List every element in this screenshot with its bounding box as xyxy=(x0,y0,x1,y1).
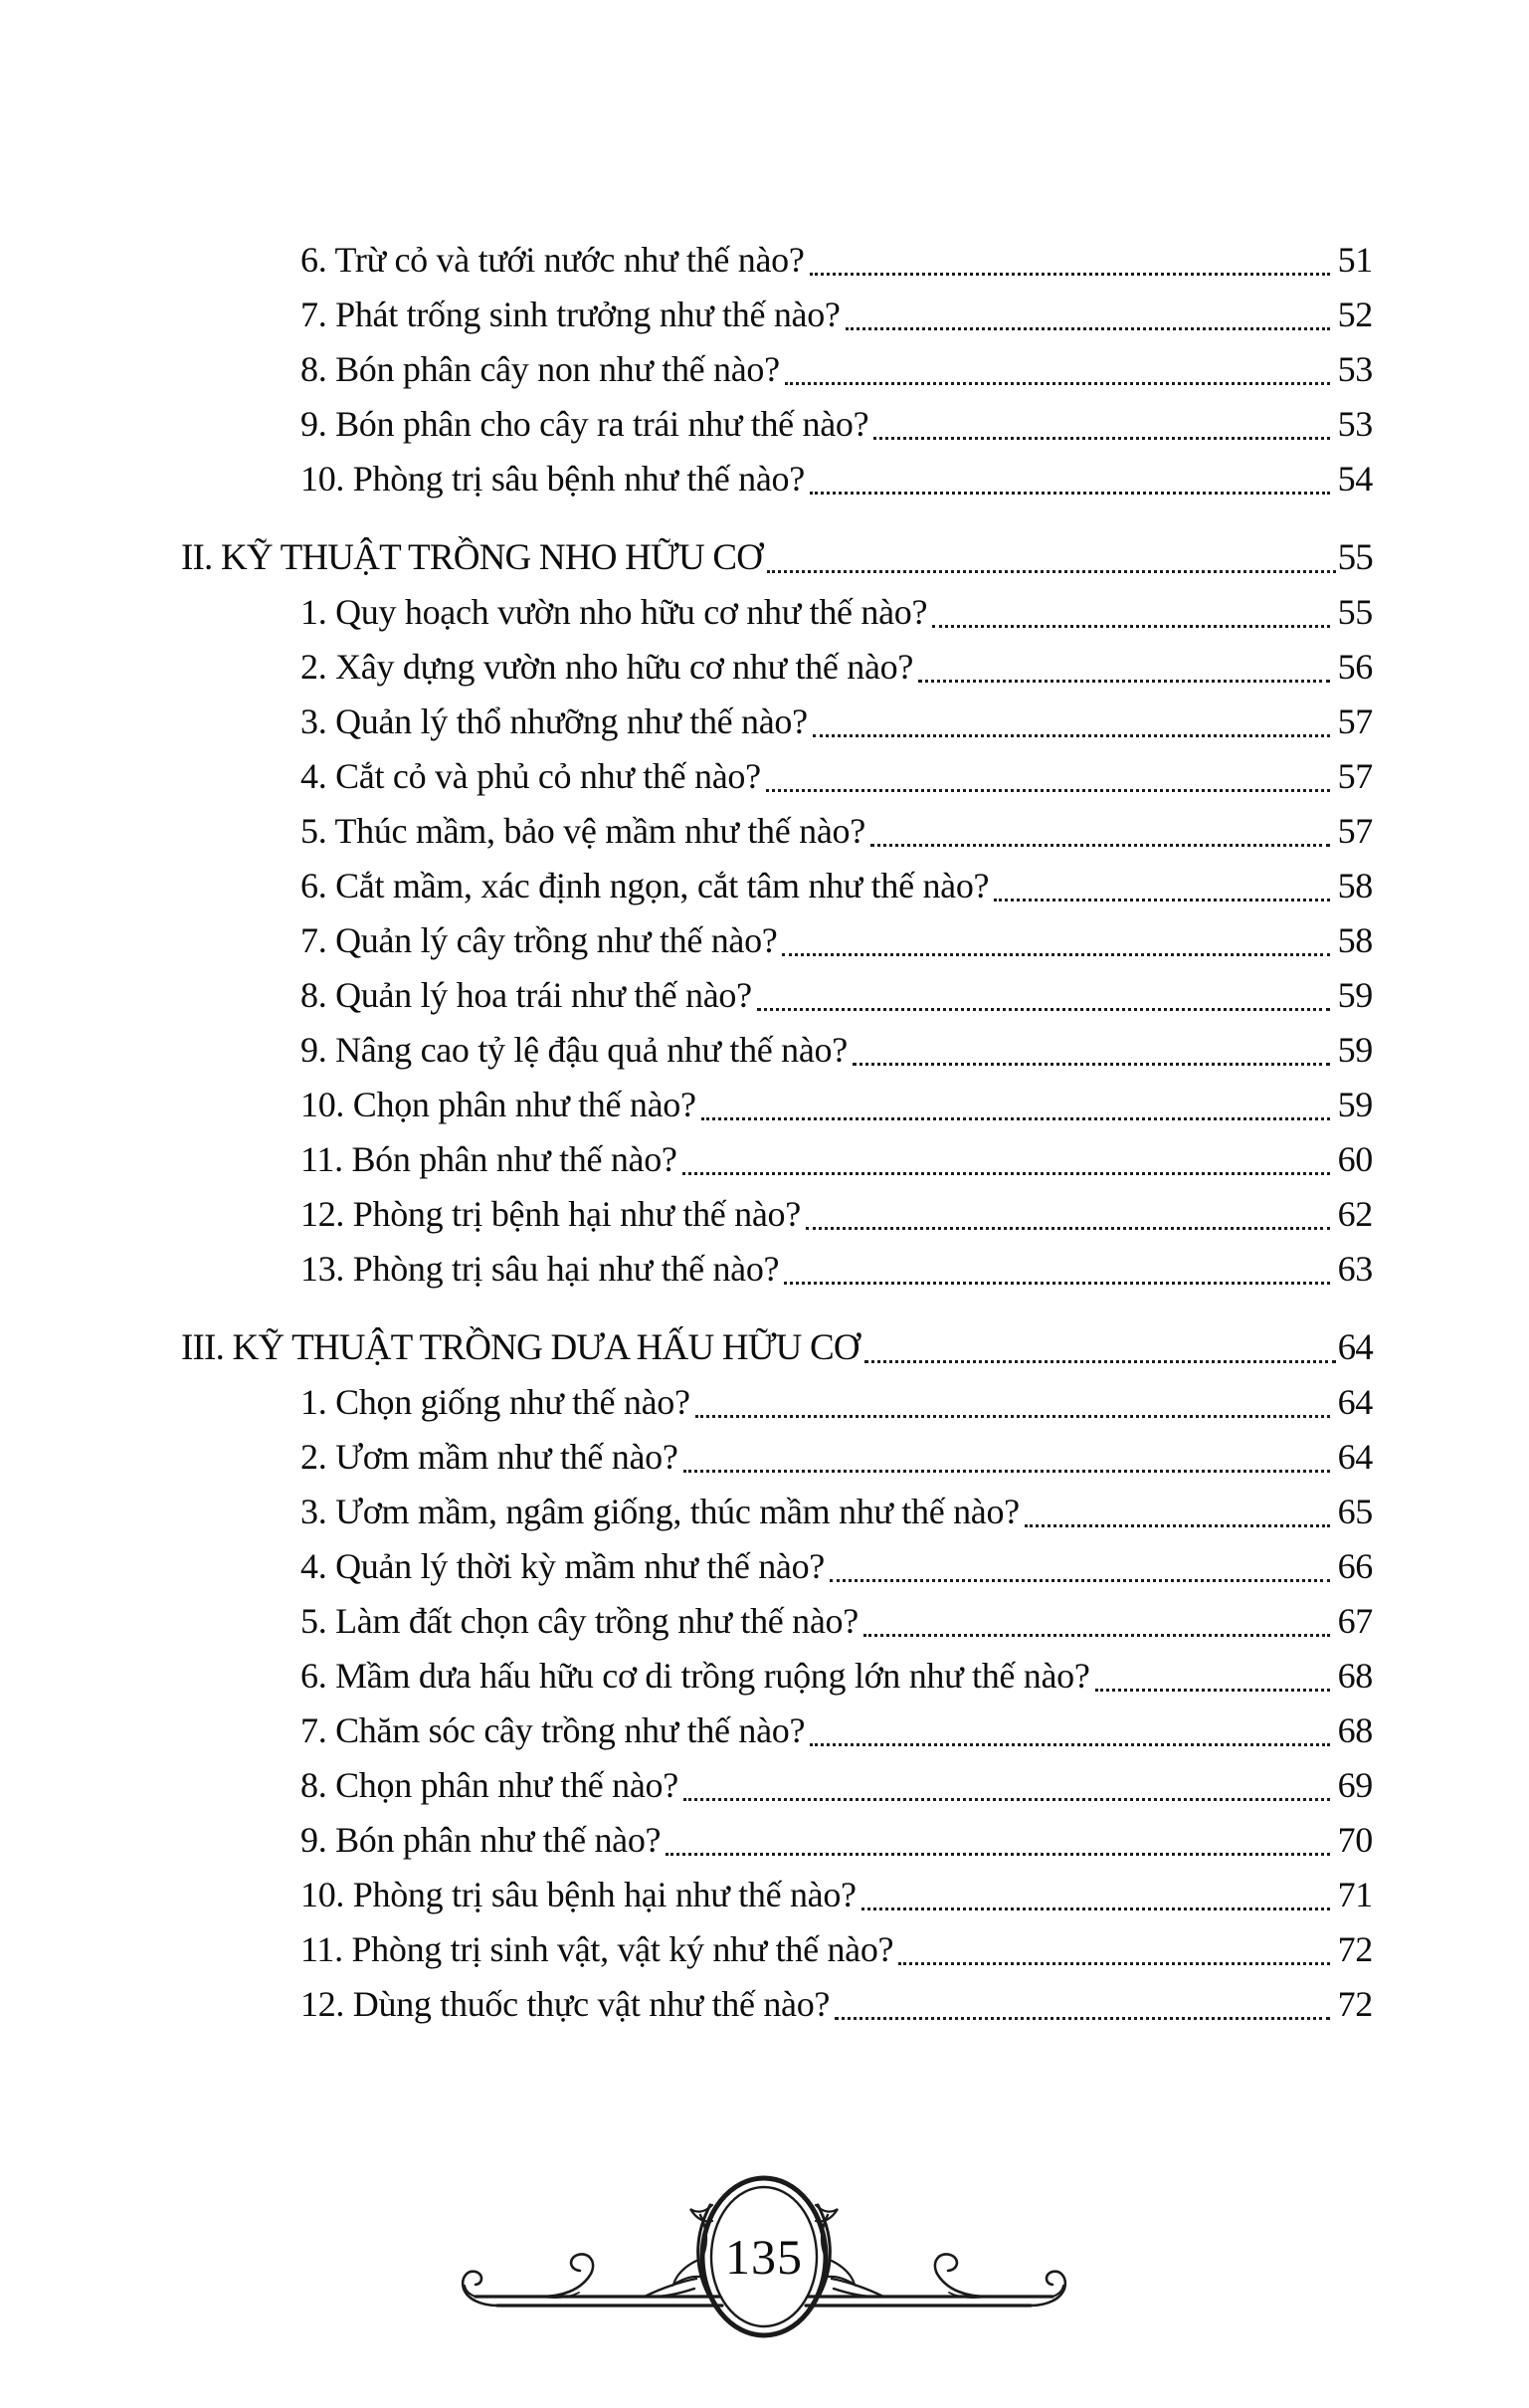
toc-entry-page: 72 xyxy=(1337,1929,1373,1969)
toc-entry xyxy=(181,397,1373,452)
toc-entry-label: 8. Bón phân cây non như thế nào? xyxy=(300,349,780,389)
toc-entry xyxy=(181,585,1373,640)
toc-entry-label: 7. Quản lý cây trồng như thế nào? xyxy=(300,920,778,960)
toc-entry-label: 4. Quản lý thời kỳ mầm như thế nào? xyxy=(300,1546,825,1586)
toc-entry xyxy=(181,1023,1373,1078)
toc-entry-page: 59 xyxy=(1337,1085,1373,1124)
dot-leader xyxy=(785,382,1330,385)
toc-entry xyxy=(181,342,1373,397)
toc-entry-label: 9. Bón phân cho cây ra trái như thế nào? xyxy=(300,404,869,444)
toc-entry-label: 9. Nâng cao tỷ lệ đậu quả như thế nào? xyxy=(300,1030,848,1070)
dot-leader xyxy=(782,953,1329,956)
toc-entry xyxy=(181,1758,1373,1813)
dot-leader xyxy=(767,570,1335,573)
toc-entry-page: 53 xyxy=(1337,349,1373,389)
toc-entry-page: 54 xyxy=(1337,459,1373,499)
toc-entry-page: 67 xyxy=(1337,1601,1373,1641)
dot-leader xyxy=(757,1008,1330,1011)
toc-entry-page: 57 xyxy=(1337,756,1373,796)
dot-leader xyxy=(810,1743,1329,1746)
toc-entry-label: 13. Phòng trị sâu hại như thế nào? xyxy=(300,1249,780,1289)
toc-entry-page: 68 xyxy=(1337,1656,1373,1696)
toc-entry xyxy=(181,233,1373,288)
toc-entry-label: 11. Phòng trị sinh vật, vật ký như thế nào? xyxy=(300,1929,894,1969)
toc-entry-label: 7. Phát trống sinh trưởng như thế nào? xyxy=(300,295,841,334)
toc-entry-page: 65 xyxy=(1337,1492,1373,1531)
dot-leader xyxy=(766,789,1330,792)
toc-entry-label: III. KỸ THUẬT TRỒNG DƯA HẤU HỮU CƠ xyxy=(181,1327,860,1368)
toc-entry-page: 70 xyxy=(1337,1820,1373,1860)
toc-entry xyxy=(181,1704,1373,1758)
toc-entry-page: 60 xyxy=(1337,1139,1373,1179)
toc-entry xyxy=(181,288,1373,342)
toc-entry-page: 66 xyxy=(1337,1546,1373,1586)
toc-entry-label: 12. Dùng thuốc thực vật như thế nào? xyxy=(300,1984,831,2024)
toc-entry-page: 64 xyxy=(1337,1437,1373,1477)
page-number: 135 xyxy=(725,2229,803,2285)
toc-entry-page: 64 xyxy=(1337,1327,1373,1368)
toc-entry-label: 10. Phòng trị sâu bệnh hại như thế nào? xyxy=(300,1875,857,1914)
toc-entry-page: 52 xyxy=(1337,295,1373,334)
toc-entry xyxy=(181,1078,1373,1132)
toc-entry-page: 55 xyxy=(1337,592,1373,632)
toc-entry-label: 4. Cắt cỏ và phủ cỏ như thế nào? xyxy=(300,756,761,796)
toc-entry-label: 6. Mầm dưa hấu hữu cơ di trồng ruộng lớn như thế nào? xyxy=(300,1656,1090,1696)
toc-entry-label: 6. Cắt mầm, xác định ngọn, cắt tâm như thế nào? xyxy=(300,866,990,905)
dot-leader xyxy=(861,1907,1330,1910)
toc-entry-label: 3. Ươm mầm, ngâm giống, thúc mầm như thế nào? xyxy=(300,1492,1020,1531)
dot-leader xyxy=(853,1063,1330,1066)
dot-leader xyxy=(806,1227,1330,1230)
toc-entry xyxy=(181,452,1373,506)
toc-entry xyxy=(181,1922,1373,1977)
dot-leader xyxy=(695,1415,1330,1418)
toc-entry xyxy=(181,1813,1373,1868)
toc-entry-page: 62 xyxy=(1337,1194,1373,1234)
toc-entry-label: 5. Làm đất chọn cây trồng như thế nào? xyxy=(300,1601,859,1641)
dot-leader xyxy=(701,1117,1330,1120)
dot-leader xyxy=(810,492,1330,495)
dot-leader xyxy=(784,1282,1329,1285)
toc-entry-label: 10. Chọn phân như thế nào? xyxy=(300,1085,696,1124)
toc-entry-page: 51 xyxy=(1337,240,1373,280)
toc-entry-label: 3. Quản lý thổ nhưỡng như thế nào? xyxy=(300,702,808,741)
dot-leader xyxy=(994,899,1329,902)
toc-entry xyxy=(181,1375,1373,1430)
toc-entry-page: 64 xyxy=(1337,1382,1373,1422)
toc-entry-label: II. KỸ THUẬT TRỒNG NHO HỮU CƠ xyxy=(181,537,763,578)
toc-entry xyxy=(181,1187,1373,1242)
dot-leader xyxy=(1025,1524,1330,1527)
toc-section-heading xyxy=(181,1320,1373,1375)
dot-leader xyxy=(873,437,1329,440)
dot-leader xyxy=(870,844,1330,847)
dot-leader xyxy=(1095,1689,1330,1692)
dot-leader xyxy=(666,1853,1329,1856)
toc-entry-page: 56 xyxy=(1337,647,1373,687)
toc-entry-page: 55 xyxy=(1337,537,1373,578)
dot-leader xyxy=(683,1470,1330,1473)
toc-entry-label: 7. Chăm sóc cây trồng như thế nào? xyxy=(300,1710,806,1750)
footer-ornament xyxy=(446,2169,1082,2348)
dot-leader xyxy=(864,1360,1336,1363)
toc-entry xyxy=(181,1430,1373,1485)
toc-entry xyxy=(181,968,1373,1023)
toc-entry xyxy=(181,1594,1373,1649)
toc-entry xyxy=(181,749,1373,804)
toc-entry xyxy=(181,1868,1373,1922)
toc-entry-page: 71 xyxy=(1337,1875,1373,1914)
dot-leader xyxy=(810,273,1330,276)
toc-entry-page: 57 xyxy=(1337,811,1373,851)
dot-leader xyxy=(835,2017,1329,2020)
toc-entry-label: 12. Phòng trị bệnh hại như thế nào? xyxy=(300,1194,801,1234)
toc-entry-label: 9. Bón phân như thế nào? xyxy=(300,1820,662,1860)
toc-entry-page: 69 xyxy=(1337,1765,1373,1805)
toc-entry xyxy=(181,695,1373,749)
toc-entry xyxy=(181,804,1373,859)
toc-entry-label: 11. Bón phân như thế nào? xyxy=(300,1139,677,1179)
toc-entry-page: 59 xyxy=(1337,975,1373,1015)
dot-leader xyxy=(932,625,1329,628)
toc-entry xyxy=(181,859,1373,913)
toc-entry-label: 5. Thúc mầm, bảo vệ mầm như thế nào? xyxy=(300,811,865,851)
toc-entry xyxy=(181,640,1373,695)
toc-entry xyxy=(181,1977,1373,2032)
toc-entry xyxy=(181,1485,1373,1539)
toc-entry-label: 8. Chọn phân như thế nào? xyxy=(300,1765,678,1805)
toc-entry-label: 6. Trừ cỏ và tưới nước như thế nào? xyxy=(300,240,805,280)
dot-leader xyxy=(683,1798,1330,1801)
toc-entry-page: 53 xyxy=(1337,404,1373,444)
dot-leader xyxy=(846,327,1330,330)
toc-entry xyxy=(181,1539,1373,1594)
dot-leader xyxy=(813,734,1330,737)
dot-leader xyxy=(918,680,1330,683)
dot-leader xyxy=(898,1962,1329,1965)
toc-entry-label: 10. Phòng trị sâu bệnh như thế nào? xyxy=(300,459,805,499)
toc-entry-page: 58 xyxy=(1337,866,1373,905)
toc-entry-label: 1. Chọn giống như thế nào? xyxy=(300,1382,690,1422)
toc-entry-label: 1. Quy hoạch vườn nho hữu cơ như thế nào? xyxy=(300,592,928,632)
toc-entry xyxy=(181,1242,1373,1297)
toc-entry xyxy=(181,1649,1373,1704)
toc-entry xyxy=(181,913,1373,968)
toc-entry-label: 2. Xây dựng vườn nho hữu cơ như thế nào? xyxy=(300,647,914,687)
dot-leader xyxy=(830,1579,1330,1582)
toc-entry-label: 2. Ươm mầm như thế nào? xyxy=(300,1437,678,1477)
toc-entry-page: 68 xyxy=(1337,1710,1373,1750)
dot-leader xyxy=(682,1172,1330,1175)
toc-entry xyxy=(181,1132,1373,1187)
table-of-contents xyxy=(181,233,1373,2032)
toc-entry-page: 63 xyxy=(1337,1249,1373,1289)
toc-entry-page: 58 xyxy=(1337,920,1373,960)
toc-entry-page: 59 xyxy=(1337,1030,1373,1070)
toc-entry-label: 8. Quản lý hoa trái như thế nào? xyxy=(300,975,752,1015)
dot-leader xyxy=(863,1634,1330,1637)
toc-entry-page: 72 xyxy=(1337,1984,1373,2024)
toc-entry-page: 57 xyxy=(1337,702,1373,741)
toc-section-heading xyxy=(181,530,1373,585)
